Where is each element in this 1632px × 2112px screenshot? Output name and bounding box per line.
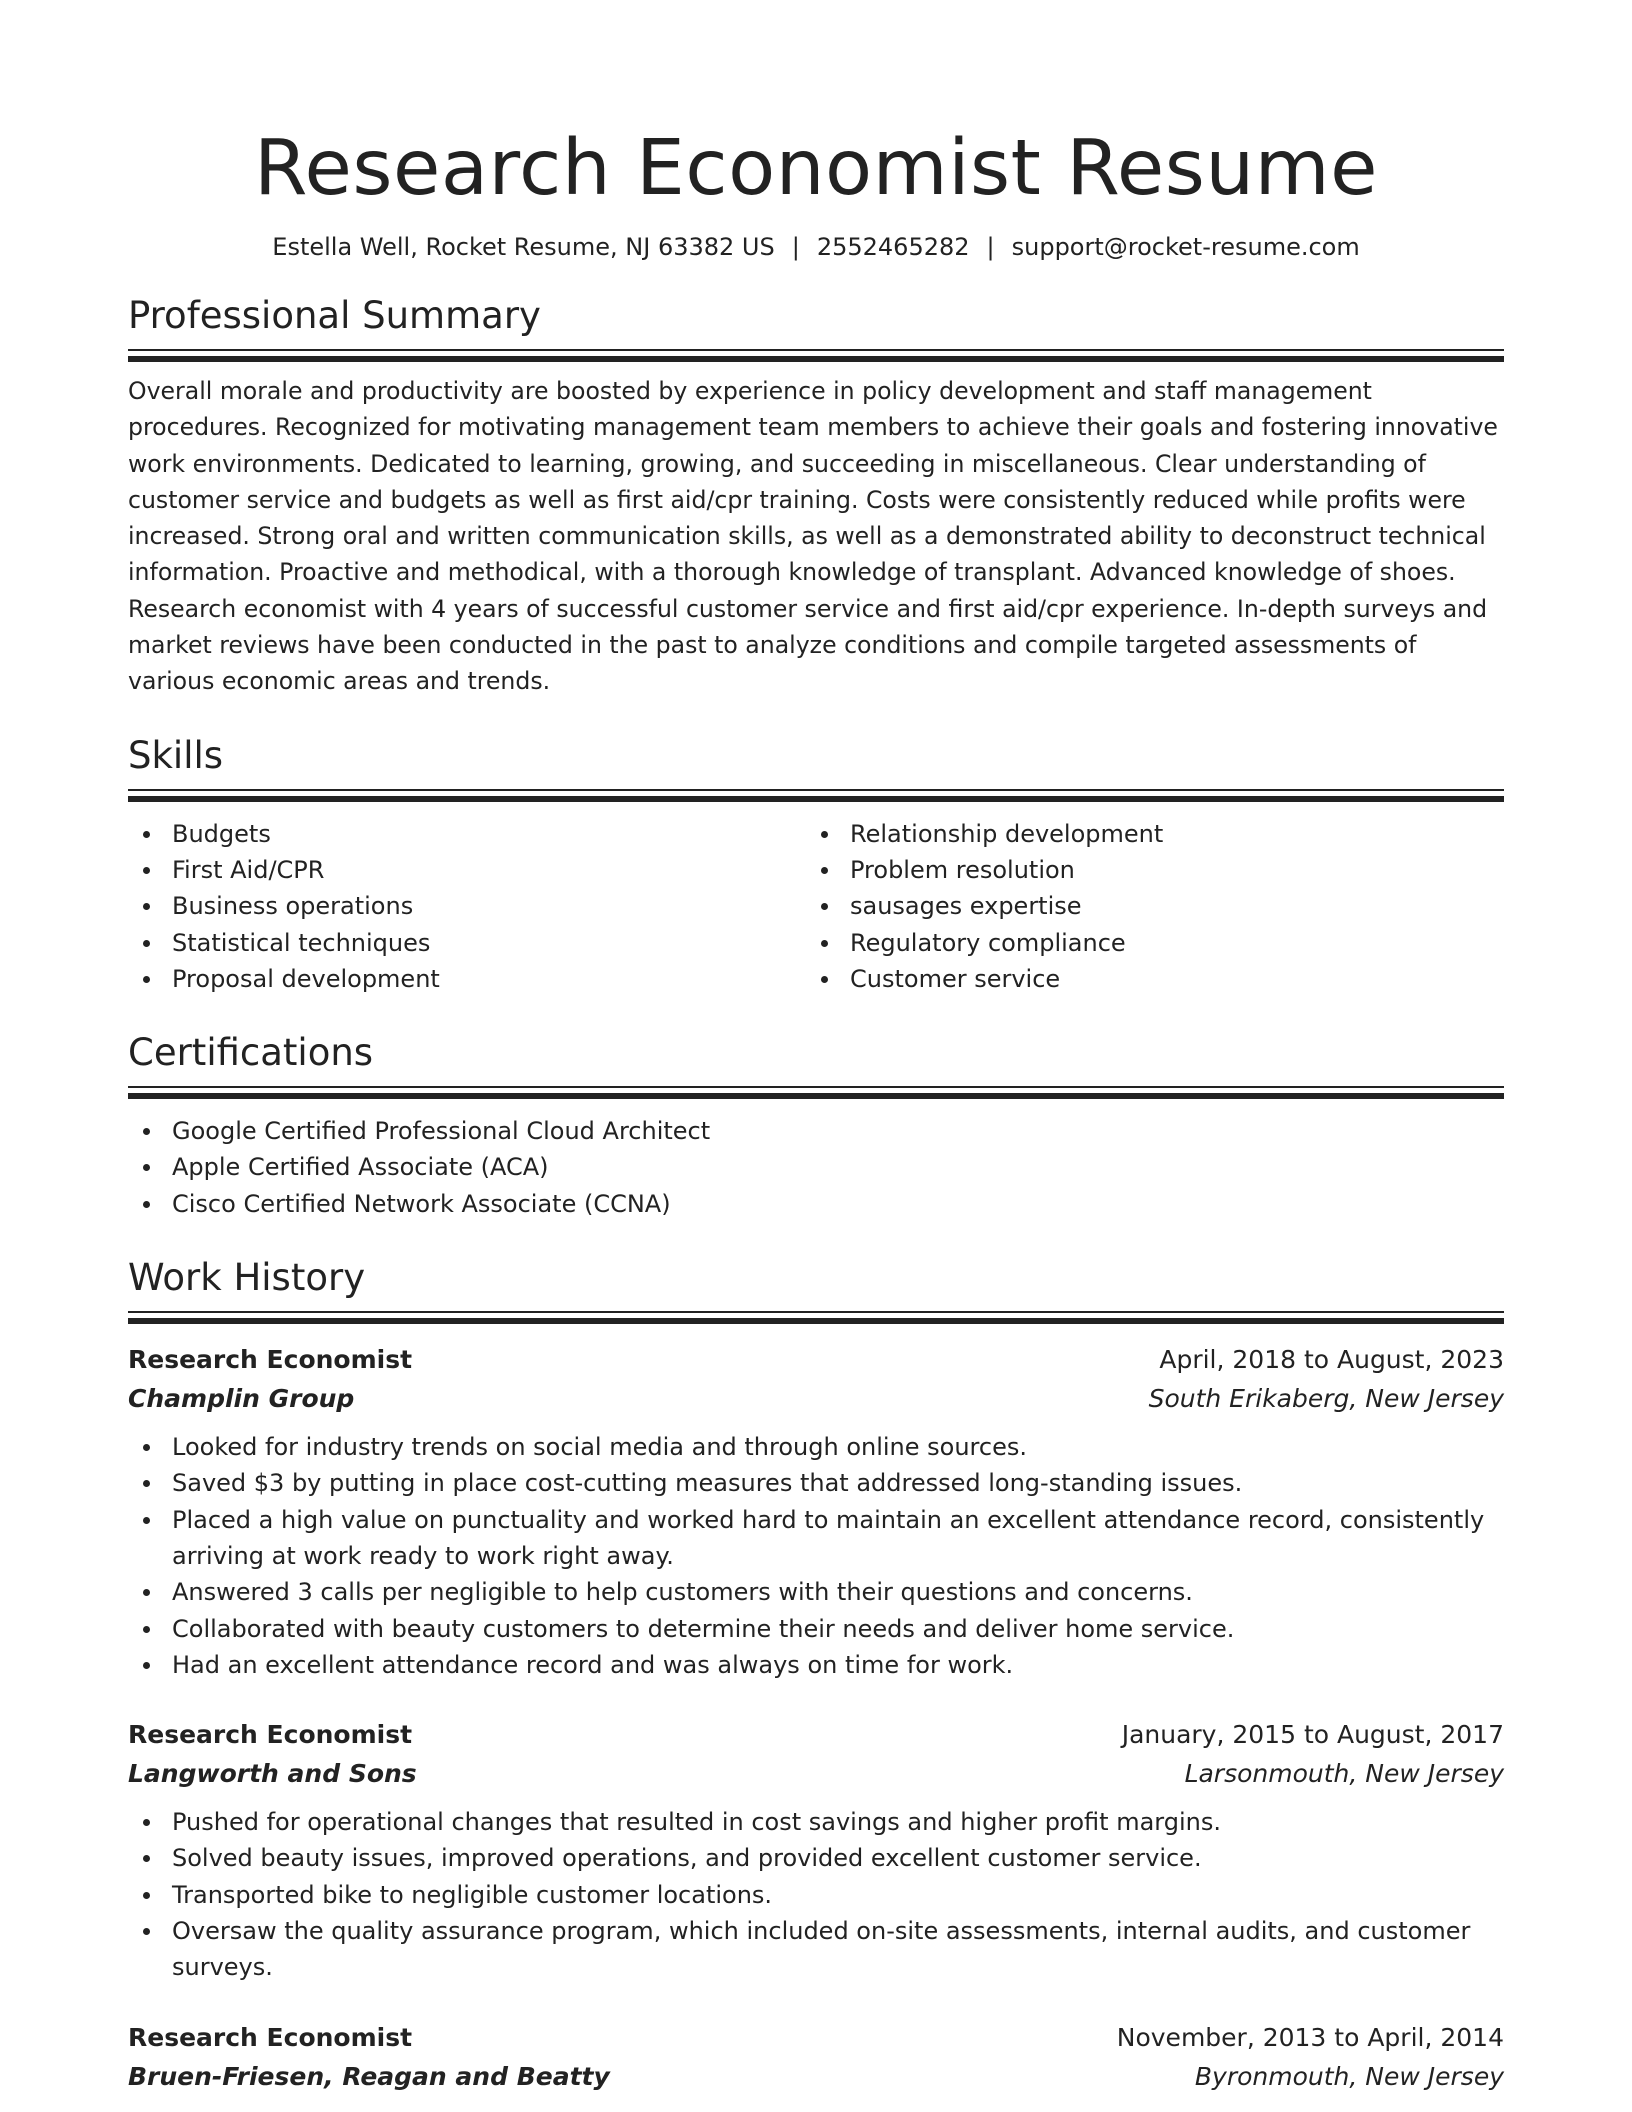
job-entry — [128, 2018, 1504, 2096]
certifications-list — [128, 1113, 1504, 1222]
job-dates: January, 2015 to August, 2017 — [1121, 1720, 1504, 1750]
page-title: Research Economist Resume — [253, 124, 1379, 213]
contact-separator: | — [986, 233, 995, 261]
section-heading: Certifications — [128, 1031, 374, 1075]
job-location: Byronmouth, New Jersey — [1194, 2061, 1504, 2091]
contact-line — [128, 230, 1504, 264]
job-dates: November, 2013 to April, 2014 — [1116, 2022, 1504, 2052]
skill-item: Customer service — [806, 961, 1484, 997]
resume-page — [128, 0, 1504, 2096]
job-location: Larsonmouth, New Jersey — [1184, 1759, 1504, 1789]
skill-item: Statistical techniques — [128, 925, 806, 961]
skills-list-right — [806, 816, 1484, 997]
skill-item: Proposal development — [128, 961, 806, 997]
job-entry — [128, 1715, 1504, 1985]
certification-item: Cisco Certified Network Associate (CCNA) — [128, 1186, 1504, 1222]
section-heading: Professional Summary — [128, 294, 541, 337]
section-divider — [128, 789, 1504, 802]
contact-address: Estella Well, Rocket Resume, NJ 63382 US — [272, 233, 775, 261]
skill-item: Relationship development — [806, 816, 1484, 852]
job-duty: Had an excellent attendance record and was always on time for work. — [128, 1647, 1504, 1683]
skill-item: sausages expertise — [806, 888, 1484, 924]
skill-item: First Aid/CPR — [128, 852, 806, 888]
job-title: Research Economist — [128, 1720, 413, 1750]
section-heading: Skills — [128, 733, 224, 777]
job-duty: Collaborated with beauty customers to determine their needs and deliver home service. — [128, 1611, 1504, 1647]
skills-list-left — [128, 816, 806, 997]
section-divider — [128, 1311, 1504, 1324]
certifications-section — [128, 1029, 1504, 1222]
job-company: Langworth and Sons — [128, 1759, 417, 1789]
summary-section — [128, 292, 1504, 700]
skills-section — [128, 732, 1504, 997]
job-duty: Solved beauty issues, improved operations, and provided excellent customer service. — [128, 1840, 1504, 1876]
job-title: Research Economist — [128, 2022, 413, 2052]
job-header — [128, 1340, 1504, 1379]
contact-phone: 2552465282 — [816, 233, 970, 261]
job-duty: Looked for industry trends on social media and through online sources. — [128, 1429, 1504, 1465]
contact-email[interactable]: support@rocket-resume.com — [1011, 233, 1360, 261]
section-divider — [128, 1086, 1504, 1099]
job-location: South Erikaberg, New Jersey — [1148, 1384, 1504, 1414]
certification-item: Google Certified Professional Cloud Architect — [128, 1113, 1504, 1149]
job-header — [128, 2018, 1504, 2057]
job-header — [128, 1715, 1504, 1754]
job-subheader — [128, 1379, 1504, 1418]
job-duty: Saved $3 by putting in place cost-cutting measures that addressed long-standing issues. — [128, 1465, 1504, 1501]
skill-item: Regulatory compliance — [806, 925, 1484, 961]
job-duties-list — [128, 1804, 1504, 1985]
job-subheader — [128, 2057, 1504, 2096]
section-heading: Work History — [128, 1256, 366, 1300]
job-title: Research Economist — [128, 1345, 413, 1375]
skill-item: Problem resolution — [806, 852, 1484, 888]
job-duty: Transported bike to negligible customer locations. — [128, 1877, 1504, 1913]
work-history-section — [128, 1254, 1504, 2096]
skill-item: Budgets — [128, 816, 806, 852]
job-duties-list — [128, 1429, 1504, 1683]
job-company: Champlin Group — [128, 1384, 355, 1414]
job-duty: Oversaw the quality assurance program, which included on-site assessments, internal audits, and customer surveys. — [128, 1913, 1504, 1986]
skills-grid — [128, 816, 1504, 997]
job-company: Bruen-Friesen, Reagan and Beatty — [128, 2061, 610, 2091]
summary-text: Overall morale and productivity are boosted by experience in policy development and staff management procedures. Recognized for motivating management team members to achieve their goals and fostering innovative work environments. Dedicated to learning, growing, and succeeding in miscellaneous. Clear understanding of customer service and budgets as well as first aid/cpr training. Costs were consistently reduced while profits were increased. Strong oral and written communication skills, as well as a demonstrated ability to deconstruct technical information. Proactive and methodical, with a thorough knowledge of transplant. Advanced knowledge of shoes. Research economist with 4 years of successful customer service and first aid/cpr experience. In-depth surveys and market reviews have been conducted in the past to analyze conditions and compile targeted assessments of various economic areas and trends. — [128, 377, 1498, 696]
job-dates: April, 2018 to August, 2023 — [1159, 1345, 1504, 1375]
job-duty: Pushed for operational changes that resulted in cost savings and higher profit margins. — [128, 1804, 1504, 1840]
skill-item: Business operations — [128, 888, 806, 924]
job-duty: Placed a high value on punctuality and worked hard to maintain an excellent attendance record, consistently arriving at work ready to work right away. — [128, 1502, 1504, 1575]
job-subheader — [128, 1754, 1504, 1793]
contact-separator: | — [791, 233, 800, 261]
job-entry — [128, 1340, 1504, 1683]
section-divider — [128, 349, 1504, 362]
job-duty: Answered 3 calls per negligible to help customers with their questions and concerns. — [128, 1574, 1504, 1610]
certification-item: Apple Certified Associate (ACA) — [128, 1149, 1504, 1185]
